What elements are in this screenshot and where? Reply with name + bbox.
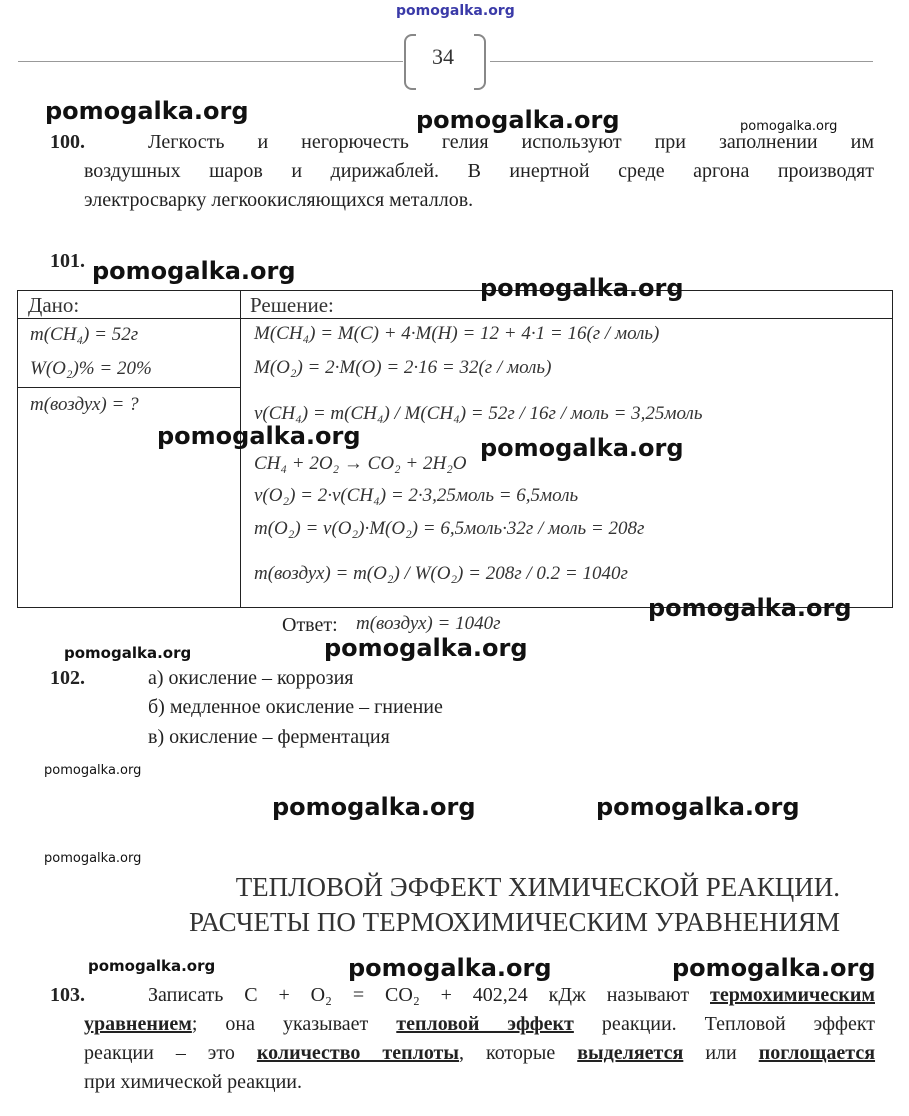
- solution-line: m(воздух) = m(O₂) / W(O₂) = 208г / 0.2 = 1040г: [254, 563, 628, 584]
- given-header: Дано:: [28, 293, 80, 317]
- term-highlight: уравнением: [84, 1013, 192, 1035]
- given-item: m(воздух) = ?: [30, 394, 139, 415]
- header-rule-left: [18, 61, 403, 62]
- term-highlight: выделяется: [577, 1042, 684, 1064]
- list-item: а) окисление – коррозия: [148, 667, 354, 689]
- solution-header: Решение:: [250, 293, 334, 317]
- text-fragment: ; она указывает: [191, 1013, 369, 1035]
- text-fragment: , которые: [459, 1042, 556, 1064]
- problem-103-line1: [148, 981, 875, 1010]
- watermark: pomogalka.org: [480, 274, 684, 302]
- watermark: pomogalka.org: [44, 763, 142, 778]
- solution-line: M(O₂) = 2·M(O) = 2·16 = 32(г / моль): [254, 357, 552, 378]
- watermark: pomogalka.org: [596, 793, 800, 821]
- watermark: pomogalka.org: [272, 793, 476, 821]
- watermark: pomogalka.org: [44, 851, 142, 866]
- problem-101-table: [17, 290, 893, 608]
- problem-103-number: 103.: [50, 984, 85, 1006]
- section-title-line1: ТЕПЛОВОЙ ЭФФЕКТ ХИМИЧЕСКОЙ РЕАКЦИИ.: [235, 872, 840, 902]
- solution-line: ν(CH₄) = m(CH₄) / M(CH₄) = 52г / 16г / моль = 3,25моль: [254, 403, 703, 424]
- page-bracket-right: [474, 34, 486, 90]
- watermark: pomogalka.org: [88, 957, 216, 975]
- term-highlight: термохимическим: [710, 984, 875, 1006]
- solution-line: M(CH₄) = M(C) + 4·M(H) = 12 + 4·1 = 16(г / моль): [254, 323, 660, 344]
- term-highlight: поглощается: [758, 1042, 876, 1064]
- problem-100-line3: электросварку легкоокисляющихся металлов.: [84, 189, 474, 211]
- given-item: W(O₂)% = 20%: [30, 358, 152, 379]
- watermark: pomogalka.org: [416, 106, 620, 134]
- list-item: б) медленное окисление – гниение: [148, 696, 443, 718]
- problem-103-line3: [84, 1039, 875, 1068]
- watermark: pomogalka.org: [324, 634, 528, 662]
- answer-label: Ответ:: [282, 614, 338, 636]
- text-fragment: или: [705, 1042, 737, 1064]
- watermark: pomogalka.org: [740, 119, 838, 134]
- problem-100-line2: воздушных шаров и дирижаблей. В инертной среде аргона производят: [84, 160, 874, 182]
- solution-line: m(O₂) = ν(O₂)·M(O₂) = 6,5моль·32г / моль = 208г: [254, 518, 645, 539]
- problem-103-line2: [84, 1010, 875, 1039]
- problem-103-line4: при химической реакции.: [84, 1071, 303, 1093]
- problem-101-number: 101.: [50, 250, 85, 272]
- watermark: pomogalka.org: [480, 434, 684, 462]
- watermark: pomogalka.org: [672, 954, 876, 982]
- term-highlight: количество теплоты: [256, 1042, 459, 1064]
- problem-102-number: 102.: [50, 667, 85, 689]
- text-fragment: Записать C + O₂ = CO₂ + 402,24 кДж называют: [148, 984, 690, 1006]
- watermark: pomogalka.org: [648, 594, 852, 622]
- solution-line: CH₄ + 2O₂ → CO₂ + 2H₂O: [254, 453, 467, 474]
- table-given-divider: [18, 387, 240, 388]
- watermark: pomogalka.org: [92, 257, 296, 285]
- answer-value: m(воздух) = 1040г: [356, 613, 501, 634]
- watermark-top: pomogalka.org: [396, 3, 515, 19]
- page-number: 34: [432, 44, 454, 69]
- text-fragment: реакции – это: [84, 1042, 235, 1064]
- list-item: в) окисление – ферментация: [148, 726, 390, 748]
- problem-100-number: 100.: [50, 131, 85, 153]
- header-rule-right: [490, 61, 873, 62]
- watermark: pomogalka.org: [64, 644, 192, 662]
- table-header-divider: [18, 318, 892, 319]
- given-item: m(CH₄) = 52г: [30, 324, 139, 345]
- watermark: pomogalka.org: [157, 422, 361, 450]
- watermark: pomogalka.org: [45, 97, 249, 125]
- text-fragment: реакции. Тепловой эффект: [601, 1013, 876, 1035]
- page-bracket-left: [404, 34, 416, 90]
- watermark: pomogalka.org: [348, 954, 552, 982]
- solution-line: ν(O₂) = 2·ν(CH₄) = 2·3,25моль = 6,5моль: [254, 485, 579, 506]
- problem-100-line1: Легкость и негорючесть гелия используют при заполнении им: [148, 131, 874, 153]
- term-highlight: тепловой эффект: [396, 1013, 574, 1035]
- section-title-line2: РАСЧЕТЫ ПО ТЕРМОХИМИЧЕСКИМ УРАВНЕНИЯМ: [188, 907, 840, 937]
